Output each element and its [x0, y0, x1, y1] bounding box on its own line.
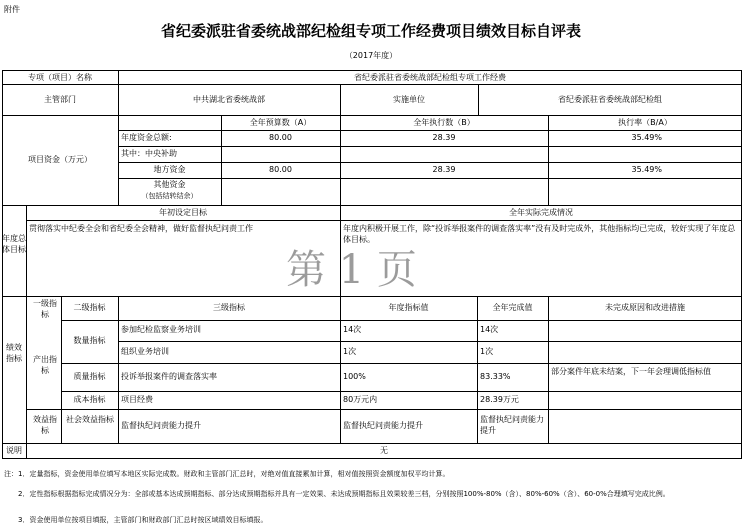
col-budget-header: 全年预算数（A）: [249, 118, 312, 127]
planned-goal-header: 年初设定目标: [159, 208, 207, 217]
note-line: 2．定性指标根据指标完成情况分为：全部或基本达成预期指标、部分达成预期指标并具有一定效果、未达成预期指标且效果较差三档，分别按照100%-80%（含）、80%-60%（含）、60-0%合理填写完成比例。: [18, 490, 670, 498]
note-line: 3．资金使用单位按项目填报，主管部门和财政部门汇总时按区域绩效目标填报。: [18, 516, 268, 524]
fund-row-budget: 80.00: [269, 133, 292, 142]
level2-cell: 质量指标: [73, 372, 106, 381]
indicators-section-label: 绩效指标: [6, 343, 22, 363]
fund-row-label: 其中：中央补助: [121, 149, 177, 158]
benefit-indicator-label: 效益指标: [33, 415, 57, 435]
actual-cell: 1次: [480, 347, 494, 356]
project-name-value: 省纪委派驻省委统战部纪检组专项工作经费: [354, 73, 506, 82]
page-watermark: 第 1 页: [286, 247, 417, 293]
fund-row-executed: 28.39: [432, 165, 456, 174]
report-year: （2017年度）: [344, 51, 398, 60]
header-reason: 未完成原因和改进措施: [605, 303, 685, 312]
impl-label: 实施单位: [393, 95, 425, 104]
dept-label: 主管部门: [44, 95, 76, 104]
header-level1: 一级指标: [33, 299, 57, 319]
col-executed-header: 全年执行数（B）: [413, 118, 475, 127]
actual-cell: 28.39万元: [480, 395, 519, 404]
impl-value: 省纪委派驻省委统战部纪检组: [558, 95, 662, 104]
output-indicator-label: 产出指标: [33, 355, 57, 375]
level2-cell: 成本指标: [73, 395, 106, 404]
fund-row-label: 其他资金: [153, 180, 186, 189]
level2-cell: 数量指标: [73, 336, 106, 345]
reason-cell: 部分案件年底未结案，下一年会理调低指标值: [551, 367, 711, 376]
target-cell: 14次: [343, 325, 362, 334]
actual-cell: 监督执纪问责能力提升: [480, 415, 544, 435]
header-target: 年度指标值: [388, 303, 429, 312]
target-cell: 80万元内: [343, 395, 378, 404]
actual-cell: 14次: [480, 325, 499, 334]
dept-value: 中共湖北省委统战部: [193, 95, 265, 104]
project-name-label: 专项（项目）名称: [28, 73, 92, 82]
level3-cell: 投诉举报案件的调查落实率: [121, 372, 217, 381]
planned-goal-text: 贯彻落实中纪委全会和省纪委全会精神，做好监督执纪问责工作: [29, 224, 253, 233]
level3-cell: 项目经费: [121, 395, 153, 404]
target-cell: 监督执纪问责能力提升: [343, 421, 423, 430]
goals-section-label: 年度总体目标: [2, 234, 26, 254]
fund-row-executed: 28.39: [432, 133, 456, 142]
level3-cell: 组织业务培训: [121, 347, 169, 356]
actual-goal-header: 全年实际完成情况: [509, 208, 573, 217]
header-level3: 三级指标: [213, 303, 245, 312]
header-actual: 全年完成值: [492, 303, 533, 312]
fund-row-label: 年度资金总额:: [121, 133, 172, 142]
target-cell: 1次: [343, 347, 357, 356]
level3-cell: 参加纪检监察业务培训: [121, 325, 201, 334]
level2-cell: 社会效益指标: [66, 415, 114, 424]
fund-row-label: 地方资金: [153, 165, 186, 174]
actual-cell: 83.33%: [480, 372, 511, 381]
header-level2: 二级指标: [73, 303, 106, 312]
funds-section-label: 项目资金（万元）: [28, 155, 92, 164]
explanation-label: 说明: [6, 446, 22, 455]
attachment-label: 附件: [4, 5, 20, 14]
level3-cell: 监督执纪问责能力提升: [121, 421, 201, 430]
actual-goal-text: 年度内积极开展工作，除“投诉举报案件的调查落实率”没有及时完成外，其他指标均已完成，较好实现了年度总体目标。: [343, 224, 736, 244]
target-cell: 100%: [343, 372, 366, 381]
explanation-value: 无: [380, 446, 388, 455]
page-title: 省纪委派驻省委统战部纪检组专项工作经费项目绩效目标自评表: [160, 22, 581, 40]
fund-row-budget: 80.00: [269, 165, 292, 174]
fund-row-rate: 35.49%: [631, 165, 662, 174]
note-line: 注：1．定量指标，资金使用单位填写本地区实际完成数。财政和主管部门汇总时，对绝对值直接累加计算，相对值按照资金额度加权平均计算。: [4, 470, 450, 478]
fund-row-sublabel: （包括结转结余）: [141, 192, 198, 200]
col-rate-header: 执行率（B/A）: [618, 118, 672, 127]
fund-row-rate: 35.49%: [631, 133, 662, 142]
